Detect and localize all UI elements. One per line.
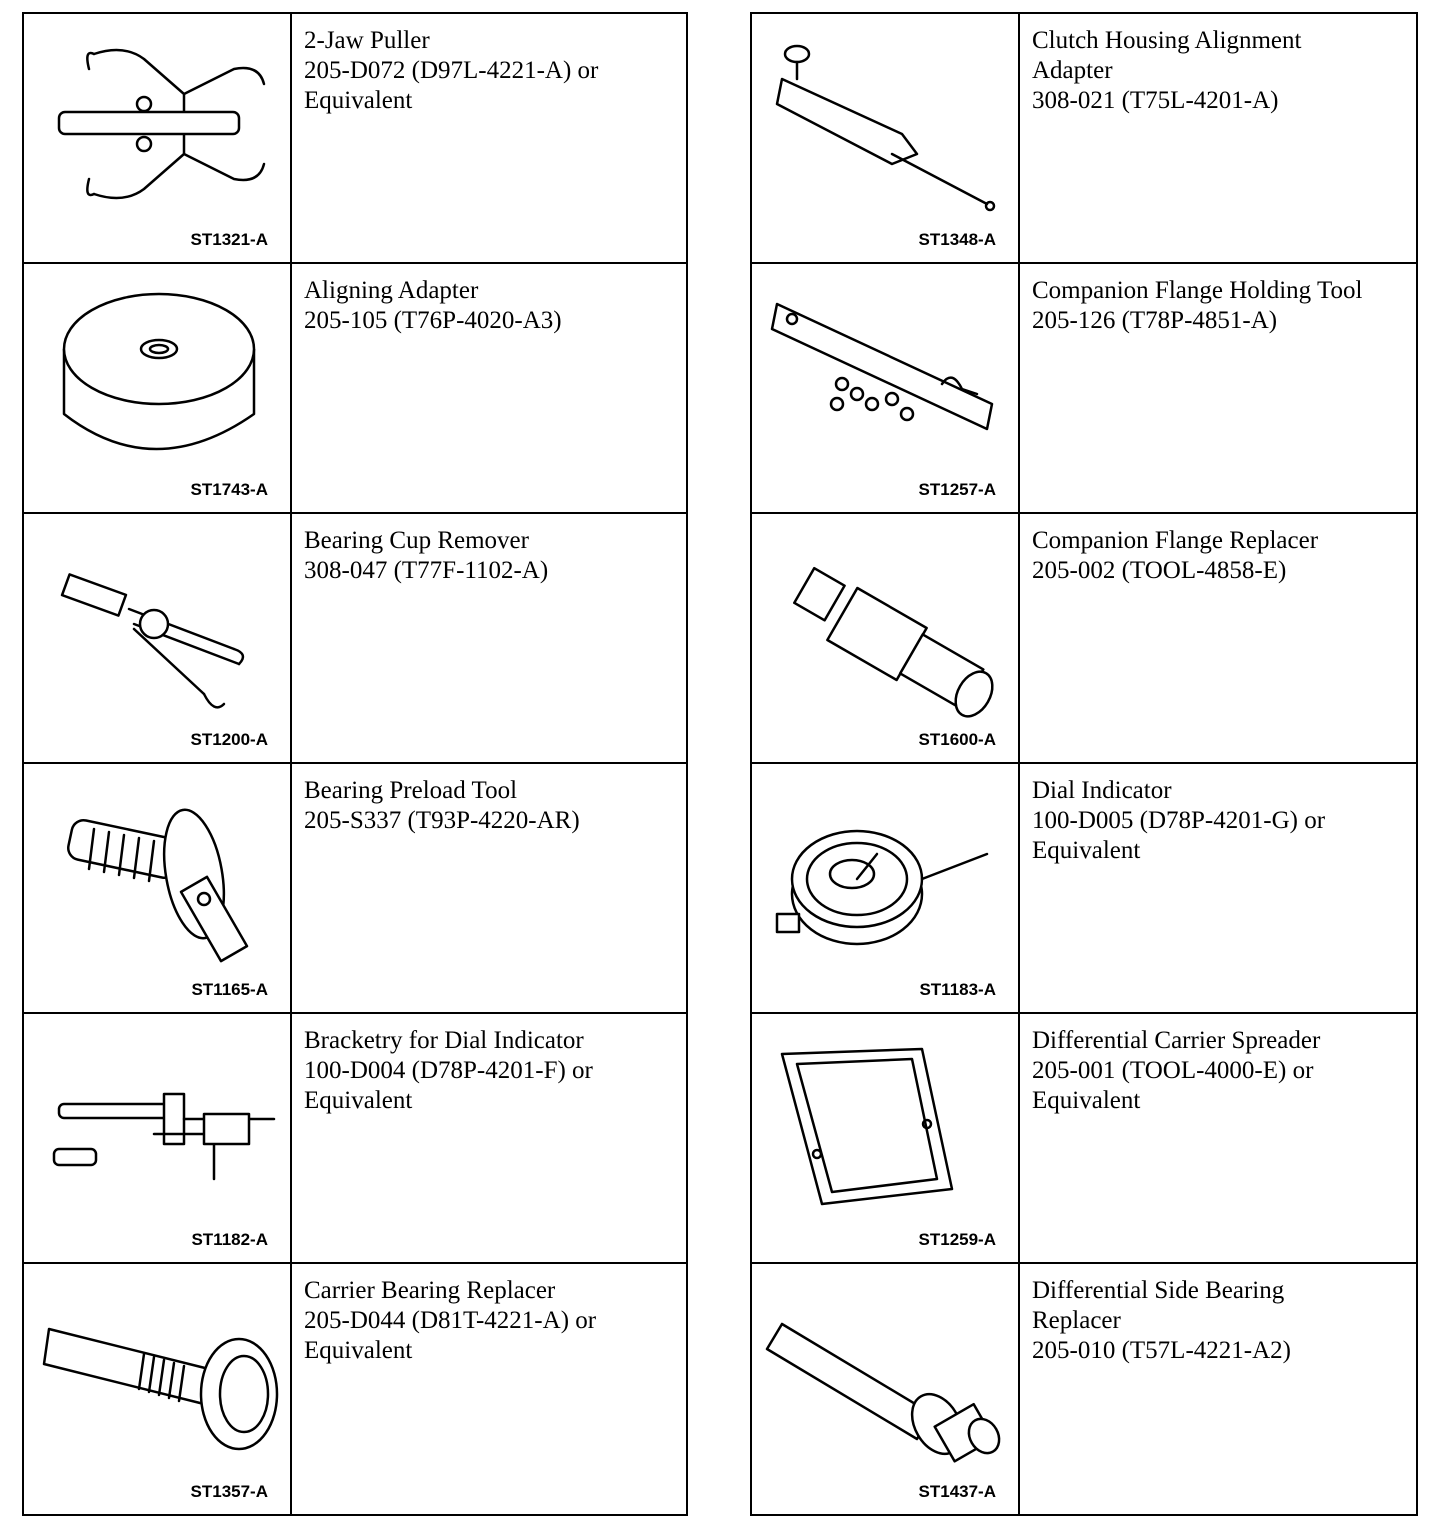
tool-name: Companion Flange Holding Tool	[1032, 277, 1363, 304]
tool-extra: Equivalent	[1032, 1087, 1141, 1114]
aligning-adapter-icon	[34, 274, 282, 474]
tool-description	[1020, 264, 1416, 512]
tool-extra: 205-010 (T57L-4221-A2)	[1032, 1337, 1291, 1364]
tool-number: 205-126 (T78P-4851-A)	[1032, 307, 1278, 334]
figure-code: ST1357-A	[190, 1482, 268, 1501]
tool-row	[24, 264, 686, 514]
figure-code: ST1182-A	[191, 1230, 268, 1249]
figure-code: ST1600-A	[918, 730, 996, 749]
figure-code: ST1200-A	[190, 730, 268, 749]
tool-illustration-cell	[24, 1014, 292, 1262]
tool-number: 205-105 (T76P-4020-A3)	[304, 307, 562, 334]
figure-code: ST1437-A	[918, 1482, 996, 1501]
tool-description	[292, 1264, 686, 1514]
figure-code: ST1183-A	[919, 980, 996, 999]
tool-name: Clutch Housing Alignment	[1032, 27, 1302, 54]
flange-holding-tool-icon	[762, 274, 1010, 474]
tool-number: 100-D004 (D78P-4201-F) or	[304, 1057, 593, 1084]
carrier-bearing-replacer-icon	[34, 1274, 282, 1474]
carrier-spreader-icon	[762, 1024, 1010, 1224]
tool-row	[752, 264, 1416, 514]
tool-description	[292, 264, 686, 512]
side-bearing-replacer-icon	[762, 1274, 1010, 1474]
tool-illustration-cell	[752, 514, 1020, 762]
tool-illustration-cell	[752, 14, 1020, 262]
tool-number: 205-S337 (T93P-4220-AR)	[304, 807, 580, 834]
tool-illustration-cell	[24, 514, 292, 762]
tool-description	[292, 14, 686, 262]
tool-illustration-cell	[24, 1264, 292, 1514]
tool-name: Differential Side Bearing	[1032, 1277, 1285, 1304]
figure-code: ST1348-A	[918, 230, 996, 249]
figure-code: ST1165-A	[191, 980, 268, 999]
tool-illustration-cell	[24, 14, 292, 262]
tool-description	[1020, 1014, 1416, 1262]
tool-description	[1020, 1264, 1416, 1514]
tool-extra: Equivalent	[304, 87, 413, 114]
tool-extra: 308-021 (T75L-4201-A)	[1032, 87, 1279, 114]
tool-row	[24, 14, 686, 264]
tool-name: Differential Carrier Spreader	[1032, 1027, 1321, 1054]
tool-illustration-cell	[24, 764, 292, 1012]
tool-illustration-cell	[752, 764, 1020, 1012]
bearing-preload-tool-icon	[34, 774, 282, 974]
tool-name: 2-Jaw Puller	[304, 27, 430, 54]
figure-code: ST1743-A	[190, 480, 268, 499]
bearing-cup-remover-icon	[34, 524, 282, 724]
tool-row	[24, 1014, 686, 1264]
dial-indicator-icon	[762, 774, 1010, 974]
left-tool-table	[22, 12, 688, 1516]
tool-extra: Equivalent	[304, 1087, 413, 1114]
tool-name: Dial Indicator	[1032, 777, 1172, 804]
tool-row	[752, 14, 1416, 264]
tool-description	[1020, 514, 1416, 762]
figure-code: ST1321-A	[190, 230, 268, 249]
tool-row	[752, 764, 1416, 1014]
tool-name: Bracketry for Dial Indicator	[304, 1027, 584, 1054]
tool-description	[292, 1014, 686, 1262]
tool-number: Replacer	[1032, 1307, 1121, 1334]
clutch-housing-adapter-icon	[762, 24, 1010, 224]
tool-row	[24, 764, 686, 1014]
tool-description	[292, 514, 686, 762]
tool-row	[24, 1264, 686, 1514]
tool-number: 205-D044 (D81T-4221-A) or	[304, 1307, 597, 1334]
tool-name: Bearing Cup Remover	[304, 527, 529, 554]
dial-indicator-bracketry-icon	[34, 1024, 282, 1224]
tool-illustration-cell	[752, 1014, 1020, 1262]
two-jaw-puller-icon	[34, 24, 282, 224]
tool-description	[292, 764, 686, 1012]
tool-name: Aligning Adapter	[304, 277, 479, 304]
tool-number: Adapter	[1032, 57, 1113, 84]
tool-name: Companion Flange Replacer	[1032, 527, 1319, 554]
flange-replacer-icon	[762, 524, 1010, 724]
tool-illustration-cell	[752, 264, 1020, 512]
tool-description	[1020, 764, 1416, 1012]
tool-number: 205-001 (TOOL-4000-E) or	[1032, 1057, 1314, 1084]
tool-row	[752, 514, 1416, 764]
tool-number: 205-002 (TOOL-4858-E)	[1032, 557, 1287, 584]
tool-number: 308-047 (T77F-1102-A)	[304, 557, 549, 584]
tool-row	[752, 1264, 1416, 1514]
tool-number: 100-D005 (D78P-4201-G) or	[1032, 807, 1326, 834]
right-tool-table	[750, 12, 1418, 1516]
figure-code: ST1257-A	[918, 480, 996, 499]
tool-extra: Equivalent	[1032, 837, 1141, 864]
tool-illustration-cell	[24, 264, 292, 512]
tool-illustration-cell	[752, 1264, 1020, 1514]
tool-extra: Equivalent	[304, 1337, 413, 1364]
tool-row	[24, 514, 686, 764]
tool-description	[1020, 14, 1416, 262]
tool-number: 205-D072 (D97L-4221-A) or	[304, 57, 599, 84]
tool-name: Carrier Bearing Replacer	[304, 1277, 556, 1304]
tool-row	[752, 1014, 1416, 1264]
tool-name: Bearing Preload Tool	[304, 777, 518, 804]
figure-code: ST1259-A	[918, 1230, 996, 1249]
